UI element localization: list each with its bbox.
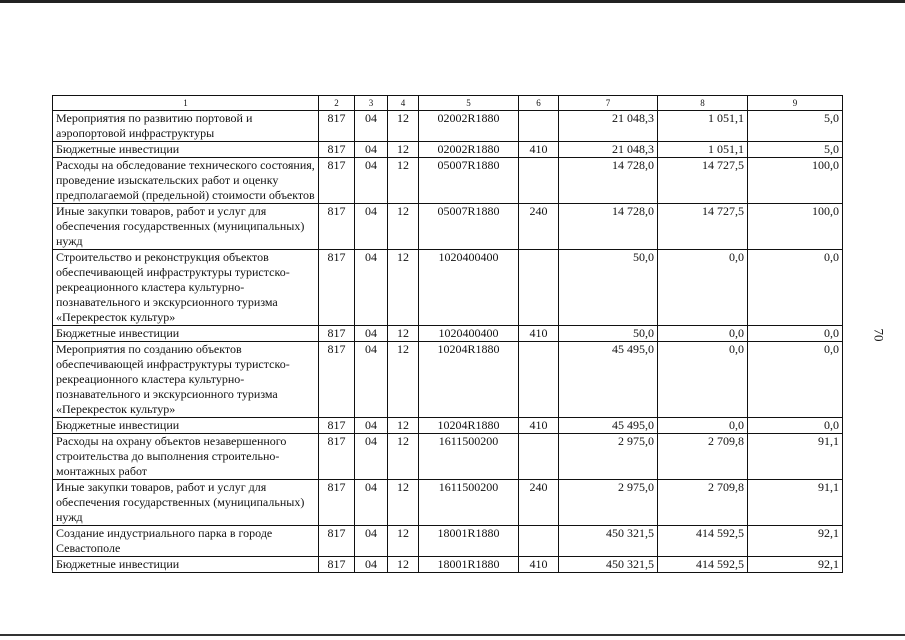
column-header: 1	[53, 96, 319, 111]
budget-table	[52, 95, 843, 573]
actual-amount-cell: 14 727,5	[658, 158, 748, 204]
execution-percent-cell: 91,1	[748, 480, 843, 526]
plan-amount-cell: 45 495,0	[559, 342, 658, 418]
column-header: 3	[355, 96, 388, 111]
section-code-cell: 04	[355, 434, 388, 480]
plan-amount-cell: 21 048,3	[559, 111, 658, 142]
execution-percent-cell: 92,1	[748, 557, 843, 573]
column-header: 5	[419, 96, 519, 111]
target-article-cell: 1611500200	[419, 434, 519, 480]
table-row	[53, 142, 843, 158]
table-body	[53, 111, 843, 573]
section-code-cell: 04	[355, 480, 388, 526]
expense-type-cell: 410	[519, 326, 559, 342]
expense-type-cell: 410	[519, 557, 559, 573]
expense-type-cell: 410	[519, 142, 559, 158]
target-article-cell: 05007R1880	[419, 204, 519, 250]
table-row	[53, 342, 843, 418]
actual-amount-cell: 414 592,5	[658, 557, 748, 573]
execution-percent-cell: 100,0	[748, 204, 843, 250]
table-header	[53, 96, 843, 111]
row-name-cell: Расходы на обследование технического состояния, проведение изыскательских работ и оценку предполагаемой (предельной) стоимости объектов	[53, 158, 319, 204]
plan-amount-cell: 450 321,5	[559, 557, 658, 573]
target-article-cell: 02002R1880	[419, 142, 519, 158]
execution-percent-cell: 0,0	[748, 342, 843, 418]
grbs-code-cell: 817	[319, 158, 355, 204]
expense-type-cell	[519, 250, 559, 326]
target-article-cell: 02002R1880	[419, 111, 519, 142]
expense-type-cell	[519, 158, 559, 204]
section-code-cell: 04	[355, 326, 388, 342]
table-row	[53, 526, 843, 557]
row-name-cell: Бюджетные инвестиции	[53, 557, 319, 573]
grbs-code-cell: 817	[319, 142, 355, 158]
grbs-code-cell: 817	[319, 557, 355, 573]
row-name-cell: Бюджетные инвестиции	[53, 418, 319, 434]
expense-type-cell: 240	[519, 204, 559, 250]
actual-amount-cell: 0,0	[658, 418, 748, 434]
grbs-code-cell: 817	[319, 526, 355, 557]
column-header: 7	[559, 96, 658, 111]
section-code-cell: 04	[355, 526, 388, 557]
grbs-code-cell: 817	[319, 480, 355, 526]
actual-amount-cell: 0,0	[658, 342, 748, 418]
plan-amount-cell: 14 728,0	[559, 158, 658, 204]
plan-amount-cell: 14 728,0	[559, 204, 658, 250]
subsection-code-cell: 12	[388, 158, 419, 204]
subsection-code-cell: 12	[388, 418, 419, 434]
execution-percent-cell: 5,0	[748, 111, 843, 142]
target-article-cell: 18001R1880	[419, 557, 519, 573]
plan-amount-cell: 45 495,0	[559, 418, 658, 434]
actual-amount-cell: 2 709,8	[658, 434, 748, 480]
actual-amount-cell: 0,0	[658, 326, 748, 342]
plan-amount-cell: 450 321,5	[559, 526, 658, 557]
plan-amount-cell: 2 975,0	[559, 434, 658, 480]
row-name-cell: Создание индустриального парка в городе Севастополе	[53, 526, 319, 557]
table-row	[53, 480, 843, 526]
execution-percent-cell: 100,0	[748, 158, 843, 204]
section-code-cell: 04	[355, 250, 388, 326]
execution-percent-cell: 92,1	[748, 526, 843, 557]
table-row	[53, 326, 843, 342]
execution-percent-cell: 0,0	[748, 326, 843, 342]
plan-amount-cell: 21 048,3	[559, 142, 658, 158]
actual-amount-cell: 14 727,5	[658, 204, 748, 250]
execution-percent-cell: 0,0	[748, 250, 843, 326]
target-article-cell: 10204R1880	[419, 418, 519, 434]
table-row	[53, 434, 843, 480]
actual-amount-cell: 0,0	[658, 250, 748, 326]
target-article-cell: 10204R1880	[419, 342, 519, 418]
table-row	[53, 418, 843, 434]
target-article-cell: 18001R1880	[419, 526, 519, 557]
actual-amount-cell: 414 592,5	[658, 526, 748, 557]
table-row	[53, 557, 843, 573]
subsection-code-cell: 12	[388, 142, 419, 158]
expense-type-cell	[519, 526, 559, 557]
header-row	[53, 96, 843, 111]
section-code-cell: 04	[355, 418, 388, 434]
expense-type-cell: 240	[519, 480, 559, 526]
subsection-code-cell: 12	[388, 204, 419, 250]
subsection-code-cell: 12	[388, 250, 419, 326]
section-code-cell: 04	[355, 111, 388, 142]
section-code-cell: 04	[355, 204, 388, 250]
row-name-cell: Мероприятия по созданию объектов обеспечивающей инфраструктуры туристско-рекреационного кластера культурно-познавательного и экскурсионного туризма «Перекресток культур»	[53, 342, 319, 418]
row-name-cell: Расходы на охрану объектов незавершенного строительства до выполнения строительно-монтажных работ	[53, 434, 319, 480]
table-row	[53, 158, 843, 204]
grbs-code-cell: 817	[319, 326, 355, 342]
expense-type-cell	[519, 111, 559, 142]
grbs-code-cell: 817	[319, 111, 355, 142]
row-name-cell: Бюджетные инвестиции	[53, 326, 319, 342]
subsection-code-cell: 12	[388, 326, 419, 342]
target-article-cell: 1020400400	[419, 326, 519, 342]
subsection-code-cell: 12	[388, 342, 419, 418]
row-name-cell: Иные закупки товаров, работ и услуг для обеспечения государственных (муниципальных) нужд	[53, 480, 319, 526]
plan-amount-cell: 50,0	[559, 326, 658, 342]
subsection-code-cell: 12	[388, 526, 419, 557]
subsection-code-cell: 12	[388, 557, 419, 573]
plan-amount-cell: 2 975,0	[559, 480, 658, 526]
table-row	[53, 111, 843, 142]
execution-percent-cell: 5,0	[748, 142, 843, 158]
column-header: 6	[519, 96, 559, 111]
actual-amount-cell: 2 709,8	[658, 480, 748, 526]
expense-type-cell	[519, 342, 559, 418]
grbs-code-cell: 817	[319, 342, 355, 418]
row-name-cell: Иные закупки товаров, работ и услуг для обеспечения государственных (муниципальных) нужд	[53, 204, 319, 250]
subsection-code-cell: 12	[388, 111, 419, 142]
grbs-code-cell: 817	[319, 434, 355, 480]
expense-type-cell	[519, 434, 559, 480]
column-header: 2	[319, 96, 355, 111]
grbs-code-cell: 817	[319, 418, 355, 434]
row-name-cell: Строительство и реконструкция объектов обеспечивающей инфраструктуры туристско-рекреационного кластера культурно-познавательного и экскурсионного туризма «Перекресток культур»	[53, 250, 319, 326]
plan-amount-cell: 50,0	[559, 250, 658, 326]
subsection-code-cell: 12	[388, 480, 419, 526]
column-header: 9	[748, 96, 843, 111]
grbs-code-cell: 817	[319, 250, 355, 326]
target-article-cell: 1611500200	[419, 480, 519, 526]
row-name-cell: Мероприятия по развитию портовой и аэропортовой инфраструктуры	[53, 111, 319, 142]
grbs-code-cell: 817	[319, 204, 355, 250]
page-number: 70	[871, 328, 887, 342]
table-row	[53, 204, 843, 250]
execution-percent-cell: 91,1	[748, 434, 843, 480]
table-row	[53, 250, 843, 326]
actual-amount-cell: 1 051,1	[658, 142, 748, 158]
row-name-cell: Бюджетные инвестиции	[53, 142, 319, 158]
column-header: 8	[658, 96, 748, 111]
actual-amount-cell: 1 051,1	[658, 111, 748, 142]
section-code-cell: 04	[355, 557, 388, 573]
expense-type-cell: 410	[519, 418, 559, 434]
section-code-cell: 04	[355, 142, 388, 158]
section-code-cell: 04	[355, 158, 388, 204]
target-article-cell: 05007R1880	[419, 158, 519, 204]
column-header: 4	[388, 96, 419, 111]
execution-percent-cell: 0,0	[748, 418, 843, 434]
section-code-cell: 04	[355, 342, 388, 418]
scan-border-top	[0, 0, 905, 3]
subsection-code-cell: 12	[388, 434, 419, 480]
scan-border-bottom	[0, 634, 905, 636]
target-article-cell: 1020400400	[419, 250, 519, 326]
